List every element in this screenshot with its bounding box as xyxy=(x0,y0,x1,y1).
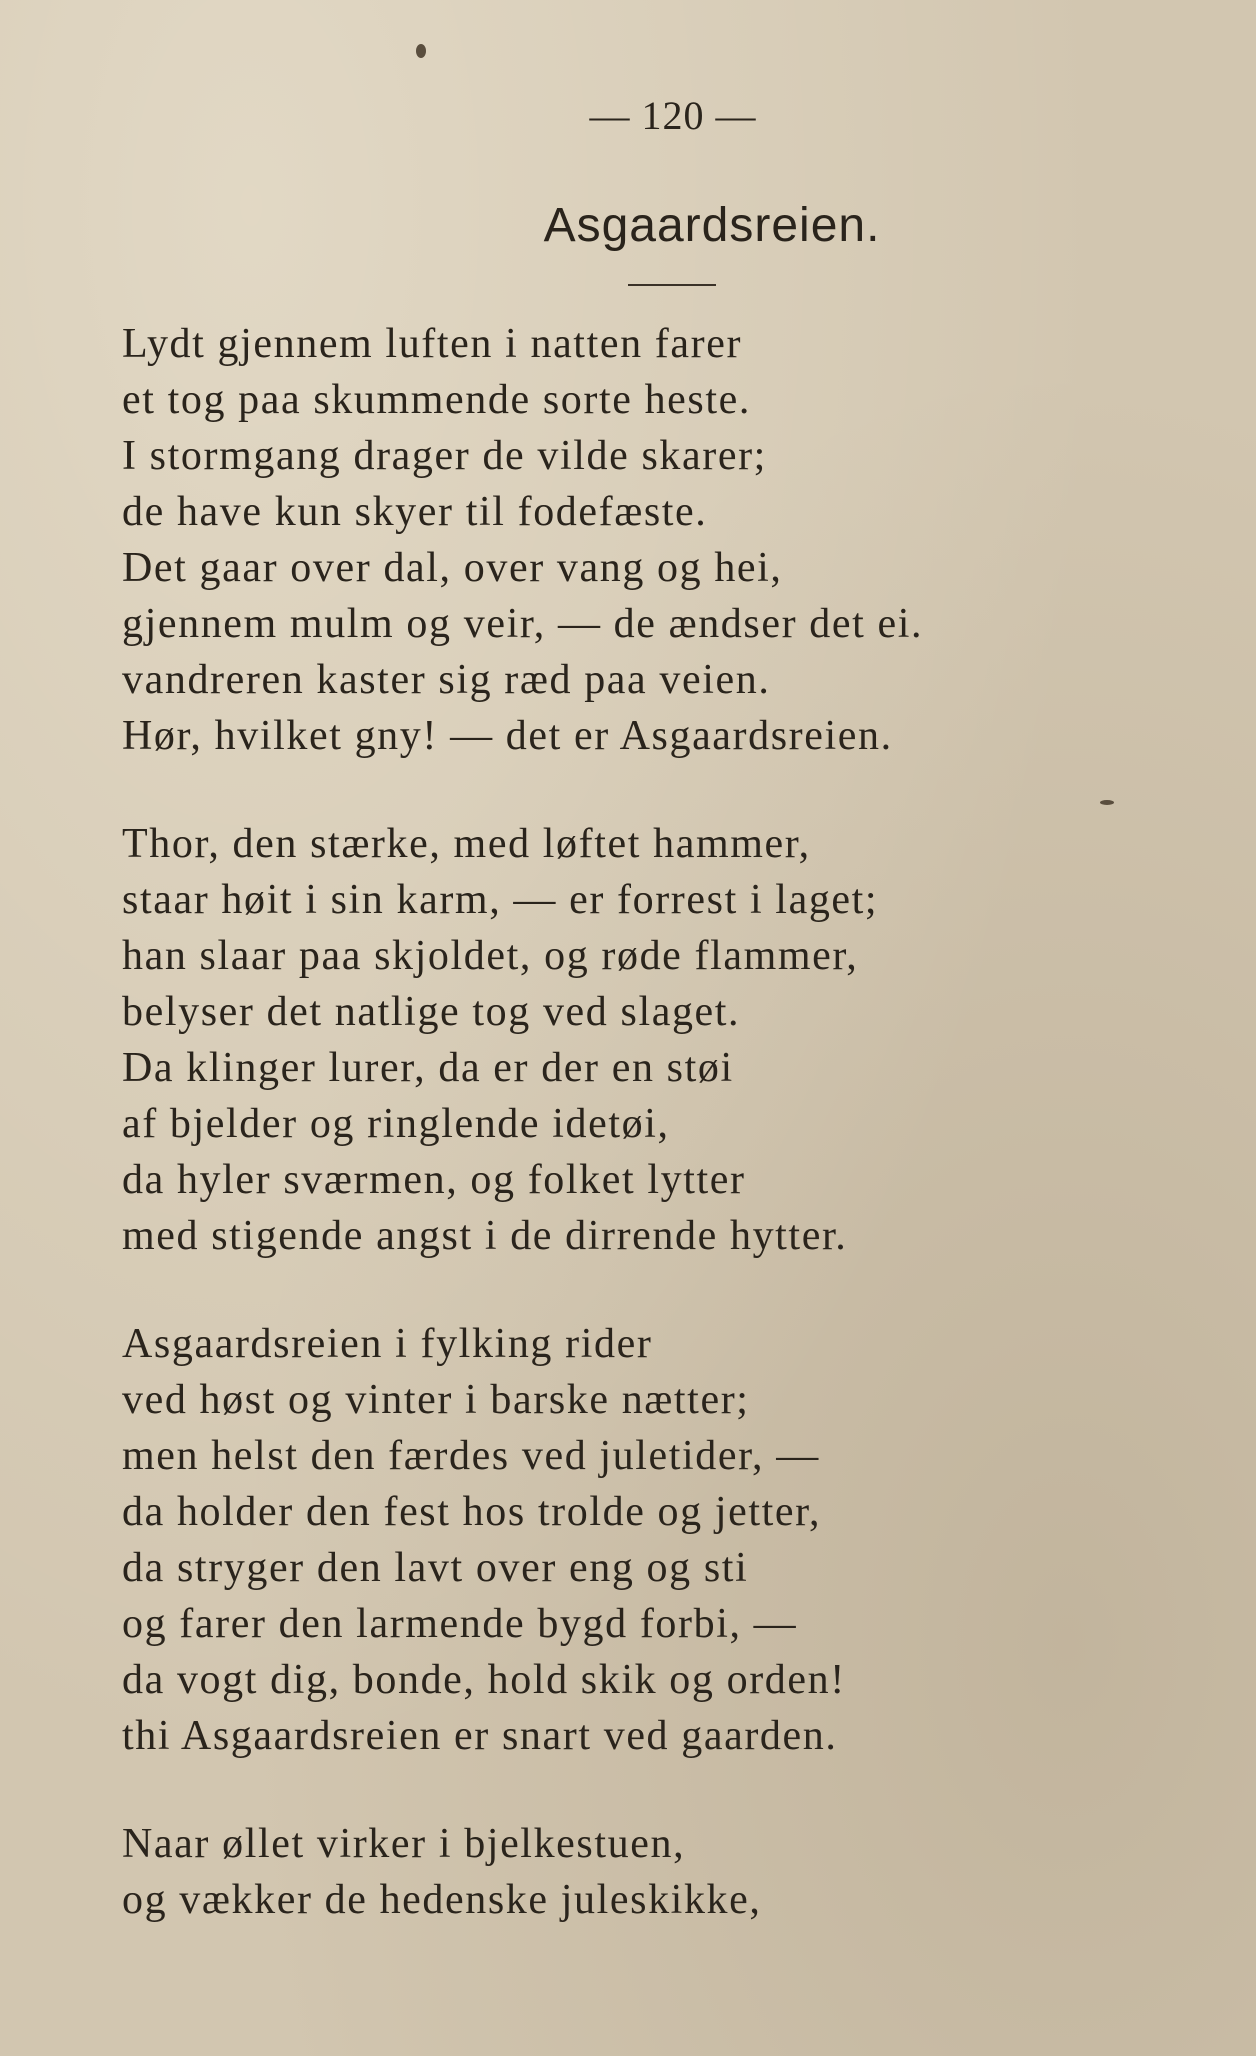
poem-line: Naar øllet virker i bjelkestuen, xyxy=(122,1821,686,1867)
stanza-4 xyxy=(122,1816,1122,1928)
stanza-1 xyxy=(122,316,1122,764)
poem-line: med stigende angst i de dirrende hytter. xyxy=(122,1213,848,1259)
poem-line: da stryger den lavt over eng og sti xyxy=(122,1545,749,1591)
poem-line: da holder den fest hos trolde og jetter, xyxy=(122,1489,822,1535)
poem-line: et tog paa skummende sorte heste. xyxy=(122,377,751,423)
poem-title: Asgaardsreien. xyxy=(543,199,881,252)
poem-line: han slaar paa skjoldet, og røde flammer, xyxy=(122,933,859,979)
poem-line: og vækker de hedenske juleskikke, xyxy=(122,1877,762,1923)
poem-line: Det gaar over dal, over vang og hei, xyxy=(122,545,783,591)
poem-line: da hyler sværmen, og folket lytter xyxy=(122,1157,746,1203)
poem-line: I stormgang drager de vilde skarer; xyxy=(122,433,767,479)
page-number: — 120 — xyxy=(589,93,757,138)
poem-line: Thor, den stærke, med løftet hammer, xyxy=(122,821,811,867)
poem-line: Lydt gjennem luften i natten farer xyxy=(122,321,743,367)
poem-line: men helst den færdes ved juletider, — xyxy=(122,1433,820,1479)
ink-speck xyxy=(416,44,426,58)
poem-line: Asgaardsreien i fylking rider xyxy=(122,1321,653,1367)
stanza-2 xyxy=(122,816,1122,1264)
poem-line: gjennem mulm og veir, — de ændser det ei. xyxy=(122,601,924,647)
poem-line: af bjelder og ringlende idetøi, xyxy=(122,1101,670,1147)
poem-line: thi Asgaardsreien er snart ved gaarden. xyxy=(122,1713,838,1759)
poem-line: staar høit i sin karm, — er forrest i laget; xyxy=(122,877,879,923)
poem-body xyxy=(122,316,1122,1980)
title-divider xyxy=(628,284,716,286)
poem-line: Da klinger lurer, da er der en støi xyxy=(122,1045,734,1091)
stanza-3 xyxy=(122,1316,1122,1764)
poem-line: belyser det natlige tog ved slaget. xyxy=(122,989,741,1035)
poem-line: da vogt dig, bonde, hold skik og orden! xyxy=(122,1657,846,1703)
poem-line: og farer den larmende bygd forbi, — xyxy=(122,1601,798,1647)
poem-line: vandreren kaster sig ræd paa veien. xyxy=(122,657,771,703)
poem-line: de have kun skyer til fodefæste. xyxy=(122,489,708,535)
poem-line: Hør, hvilket gny! — det er Asgaardsreien. xyxy=(122,713,893,759)
poem-line: ved høst og vinter i barske nætter; xyxy=(122,1377,750,1423)
